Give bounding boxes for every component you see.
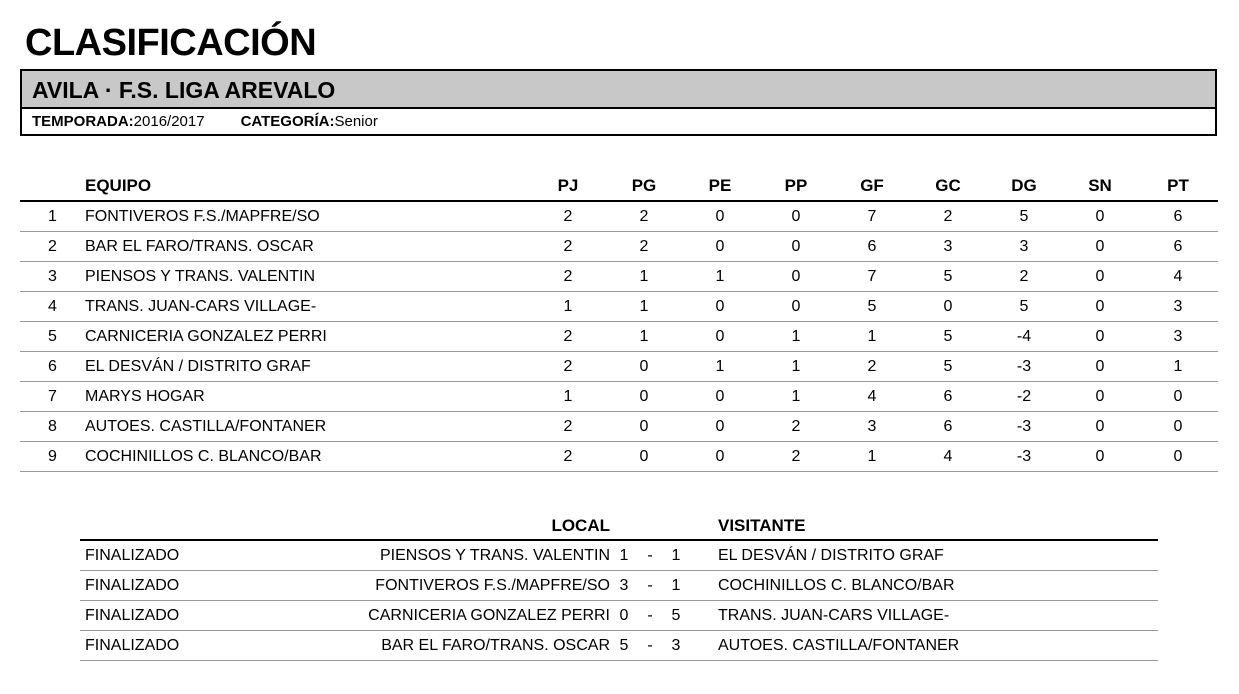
- standings-cell-gc: 3: [910, 232, 986, 262]
- header-team: EQUIPO: [85, 172, 530, 201]
- standings-cell-dg: -3: [986, 412, 1062, 442]
- match-cell-away: 3: [662, 631, 690, 661]
- standings-cell-dg: 5: [986, 201, 1062, 232]
- match-cell-home: 5: [610, 631, 638, 661]
- standings-cell-gf: 3: [834, 412, 910, 442]
- standings-cell-pg: 0: [606, 352, 682, 382]
- standings-cell-pp: 1: [758, 322, 834, 352]
- match-cell-local: BAR EL FARO/TRANS. OSCAR: [230, 631, 610, 661]
- standings-cell-pg: 0: [606, 442, 682, 472]
- standings-cell-pj: 2: [530, 442, 606, 472]
- standings-cell-dg: -3: [986, 442, 1062, 472]
- standings-row: [20, 382, 1218, 412]
- header-gf: GF: [834, 172, 910, 201]
- standings-cell-gc: 0: [910, 292, 986, 322]
- standings-cell-pg: 0: [606, 412, 682, 442]
- standings-row: [20, 292, 1218, 322]
- header-sn: SN: [1062, 172, 1138, 201]
- standings-cell-pos: 4: [20, 292, 85, 322]
- match-cell-local: FONTIVEROS F.S./MAPFRE/SO: [230, 571, 610, 601]
- match-cell-away: 1: [662, 571, 690, 601]
- standings-cell-sn: 0: [1062, 322, 1138, 352]
- standings-cell-gf: 6: [834, 232, 910, 262]
- standings-cell-sn: 0: [1062, 412, 1138, 442]
- standings-cell-gc: 2: [910, 201, 986, 232]
- standings-row: [20, 412, 1218, 442]
- standings-cell-dg: 5: [986, 292, 1062, 322]
- standings-cell-pp: 0: [758, 292, 834, 322]
- page-title: CLASIFICACIÓN: [25, 22, 317, 64]
- standings-cell-pj: 2: [530, 262, 606, 292]
- standings-header-row: [20, 172, 1218, 201]
- match-cell-sep: -: [638, 601, 662, 631]
- standings-cell-pj: 2: [530, 322, 606, 352]
- match-cell-status: FINALIZADO: [80, 601, 230, 631]
- standings-cell-pp: 1: [758, 352, 834, 382]
- standings-cell-sn: 0: [1062, 292, 1138, 322]
- standings-cell-gf: 7: [834, 201, 910, 232]
- standings-cell-pos: 9: [20, 442, 85, 472]
- standings-row: [20, 201, 1218, 232]
- standings-cell-pe: 0: [682, 292, 758, 322]
- standings-cell-pj: 2: [530, 232, 606, 262]
- match-row: [80, 571, 1158, 601]
- standings-cell-dg: -2: [986, 382, 1062, 412]
- standings-cell-sn: 0: [1062, 352, 1138, 382]
- standings-row: [20, 442, 1218, 472]
- standings-cell-pe: 0: [682, 442, 758, 472]
- standings-cell-pe: 0: [682, 382, 758, 412]
- standings-cell-gf: 1: [834, 322, 910, 352]
- standings-cell-team: FONTIVEROS F.S./MAPFRE/SO: [85, 201, 530, 232]
- standings-cell-pe: 0: [682, 232, 758, 262]
- competition-meta: [22, 109, 1215, 135]
- matches-header-row: [80, 512, 1158, 540]
- header-status: [80, 512, 230, 540]
- standings-cell-gf: 5: [834, 292, 910, 322]
- match-cell-away: 1: [662, 540, 690, 571]
- match-row: [80, 631, 1158, 661]
- standings-cell-team: TRANS. JUAN-CARS VILLAGE-: [85, 292, 530, 322]
- standings-cell-pp: 1: [758, 382, 834, 412]
- standings-row: [20, 352, 1218, 382]
- header-score-away: [662, 512, 690, 540]
- standings-cell-pe: 1: [682, 262, 758, 292]
- standings-cell-pp: 0: [758, 232, 834, 262]
- standings-cell-pos: 6: [20, 352, 85, 382]
- match-cell-sep: -: [638, 571, 662, 601]
- header-pp: PP: [758, 172, 834, 201]
- standings-cell-pt: 6: [1138, 232, 1218, 262]
- standings-cell-pp: 2: [758, 412, 834, 442]
- header-local: LOCAL: [230, 512, 610, 540]
- standings-cell-pos: 7: [20, 382, 85, 412]
- standings-cell-pj: 2: [530, 412, 606, 442]
- header-gc: GC: [910, 172, 986, 201]
- match-cell-sep: -: [638, 631, 662, 661]
- match-cell-status: FINALIZADO: [80, 631, 230, 661]
- header-pg: PG: [606, 172, 682, 201]
- standings-cell-pos: 3: [20, 262, 85, 292]
- standings-cell-pg: 1: [606, 322, 682, 352]
- matches-table: [80, 512, 1158, 661]
- standings-cell-pg: 2: [606, 201, 682, 232]
- category-value: Senior: [334, 113, 378, 130]
- standings-cell-gc: 6: [910, 412, 986, 442]
- header-score-home: [610, 512, 638, 540]
- match-cell-status: FINALIZADO: [80, 571, 230, 601]
- standings-cell-pe: 0: [682, 201, 758, 232]
- match-cell-local: PIENSOS Y TRANS. VALENTIN: [230, 540, 610, 571]
- standings-cell-pp: 2: [758, 442, 834, 472]
- standings-cell-sn: 0: [1062, 232, 1138, 262]
- match-cell-visit: EL DESVÁN / DISTRITO GRAF: [690, 540, 1158, 571]
- standings-cell-pt: 0: [1138, 412, 1218, 442]
- header-pe: PE: [682, 172, 758, 201]
- standings-cell-pos: 1: [20, 201, 85, 232]
- standings-cell-pt: 3: [1138, 292, 1218, 322]
- match-cell-sep: -: [638, 540, 662, 571]
- standings-cell-pt: 1: [1138, 352, 1218, 382]
- match-cell-status: FINALIZADO: [80, 540, 230, 571]
- match-cell-home: 1: [610, 540, 638, 571]
- standings-cell-pt: 3: [1138, 322, 1218, 352]
- match-cell-away: 5: [662, 601, 690, 631]
- standings-cell-sn: 0: [1062, 442, 1138, 472]
- standings-table: [20, 172, 1218, 472]
- header-pt: PT: [1138, 172, 1218, 201]
- standings-cell-gf: 7: [834, 262, 910, 292]
- standings-cell-pg: 0: [606, 382, 682, 412]
- standings-cell-sn: 0: [1062, 382, 1138, 412]
- standings-cell-team: COCHINILLOS C. BLANCO/BAR: [85, 442, 530, 472]
- standings-cell-pp: 0: [758, 201, 834, 232]
- standings-cell-gc: 6: [910, 382, 986, 412]
- standings-cell-sn: 0: [1062, 201, 1138, 232]
- standings-cell-dg: -3: [986, 352, 1062, 382]
- match-cell-home: 0: [610, 601, 638, 631]
- standings-cell-gf: 1: [834, 442, 910, 472]
- category-label: CATEGORÍA:: [240, 113, 335, 130]
- match-cell-visit: AUTOES. CASTILLA/FONTANER: [690, 631, 1158, 661]
- standings-cell-pj: 2: [530, 352, 606, 382]
- standings-cell-gc: 5: [910, 352, 986, 382]
- standings-cell-gf: 4: [834, 382, 910, 412]
- standings-cell-team: AUTOES. CASTILLA/FONTANER: [85, 412, 530, 442]
- header-pj: PJ: [530, 172, 606, 201]
- standings-row: [20, 322, 1218, 352]
- standings-cell-dg: -4: [986, 322, 1062, 352]
- match-cell-home: 3: [610, 571, 638, 601]
- match-cell-visit: TRANS. JUAN-CARS VILLAGE-: [690, 601, 1158, 631]
- standings-cell-gc: 5: [910, 322, 986, 352]
- standings-cell-pg: 2: [606, 232, 682, 262]
- standings-cell-pe: 1: [682, 352, 758, 382]
- standings-cell-gc: 5: [910, 262, 986, 292]
- standings-cell-team: MARYS HOGAR: [85, 382, 530, 412]
- standings-cell-pj: 1: [530, 382, 606, 412]
- standings-cell-pe: 0: [682, 322, 758, 352]
- standings-cell-pg: 1: [606, 262, 682, 292]
- standings-row: [20, 262, 1218, 292]
- standings-cell-pos: 2: [20, 232, 85, 262]
- standings-cell-pj: 1: [530, 292, 606, 322]
- league-name: AVILA · F.S. LIGA AREVALO: [22, 71, 1215, 109]
- header-dg: DG: [986, 172, 1062, 201]
- match-row: [80, 540, 1158, 571]
- header-pos: [20, 172, 85, 201]
- standings-cell-pj: 2: [530, 201, 606, 232]
- competition-header: [20, 69, 1217, 136]
- standings-cell-pt: 6: [1138, 201, 1218, 232]
- standings-row: [20, 232, 1218, 262]
- standings-cell-team: CARNICERIA GONZALEZ PERRI: [85, 322, 530, 352]
- season-value: 2016/2017: [133, 113, 205, 130]
- standings-cell-pg: 1: [606, 292, 682, 322]
- standings-cell-dg: 2: [986, 262, 1062, 292]
- season-label: TEMPORADA:: [32, 113, 134, 130]
- standings-cell-pe: 0: [682, 412, 758, 442]
- standings-cell-pos: 5: [20, 322, 85, 352]
- match-row: [80, 601, 1158, 631]
- standings-cell-pt: 4: [1138, 262, 1218, 292]
- standings-cell-pt: 0: [1138, 382, 1218, 412]
- standings-cell-team: BAR EL FARO/TRANS. OSCAR: [85, 232, 530, 262]
- standings-cell-gc: 4: [910, 442, 986, 472]
- match-cell-visit: COCHINILLOS C. BLANCO/BAR: [690, 571, 1158, 601]
- match-cell-local: CARNICERIA GONZALEZ PERRI: [230, 601, 610, 631]
- standings-cell-pos: 8: [20, 412, 85, 442]
- standings-cell-team: PIENSOS Y TRANS. VALENTIN: [85, 262, 530, 292]
- header-score-sep: [638, 512, 662, 540]
- header-visit: VISITANTE: [690, 512, 1158, 540]
- standings-cell-pt: 0: [1138, 442, 1218, 472]
- standings-cell-gf: 2: [834, 352, 910, 382]
- standings-cell-dg: 3: [986, 232, 1062, 262]
- standings-cell-sn: 0: [1062, 262, 1138, 292]
- standings-cell-team: EL DESVÁN / DISTRITO GRAF: [85, 352, 530, 382]
- standings-cell-pp: 0: [758, 262, 834, 292]
